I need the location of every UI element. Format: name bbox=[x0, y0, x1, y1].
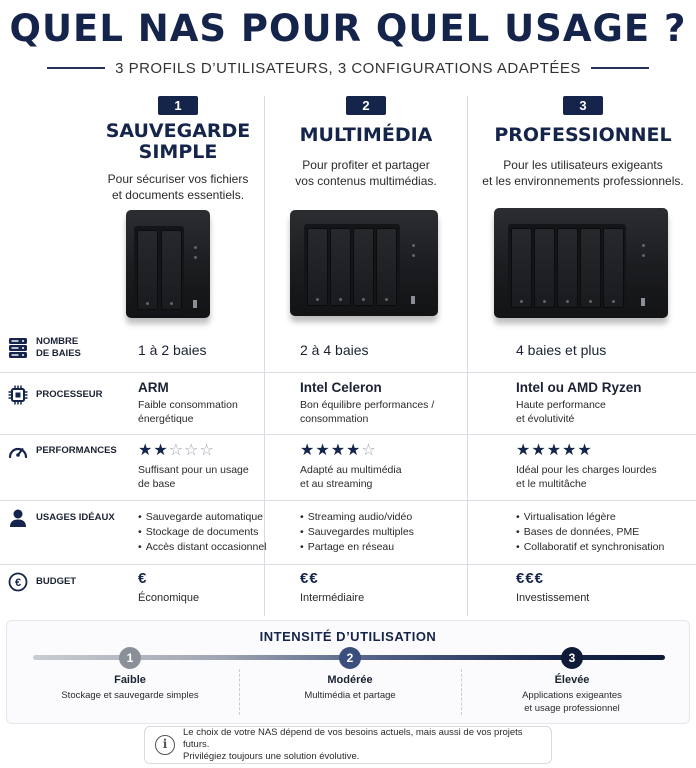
budget-cell-1 bbox=[138, 570, 199, 605]
row-label-text: USAGES IDÉAUX bbox=[36, 512, 115, 523]
intensity-level-desc bbox=[472, 689, 672, 715]
usages-list bbox=[300, 510, 414, 555]
usage-item: • Bases de données, PME bbox=[516, 525, 664, 540]
intensity-level-name: Faible bbox=[114, 674, 146, 686]
subtitle-row bbox=[0, 58, 696, 78]
intensity-level-1 bbox=[30, 674, 230, 702]
row-label-text: PERFORMANCES bbox=[36, 445, 117, 456]
star-empty-icon: ☆ bbox=[361, 442, 377, 459]
row-divider bbox=[0, 434, 696, 435]
row-label-text: PROCESSEUR bbox=[36, 389, 103, 400]
performances-cell-2 bbox=[300, 442, 402, 491]
intensity-level-desc bbox=[250, 689, 450, 702]
profile-description-line: Pour les utilisateurs exigeants bbox=[503, 158, 663, 172]
usage-item: • Virtualisation légère bbox=[516, 510, 664, 525]
intensity-separator bbox=[461, 669, 462, 715]
row-label-line: NOMBRE bbox=[36, 336, 79, 347]
profile-description-line: et les environnements professionnels. bbox=[482, 174, 684, 188]
profile-column-2 bbox=[262, 96, 470, 189]
usage-item: • Sauvegarde automatique bbox=[138, 510, 267, 525]
star-filled-icon: ★★★★★ bbox=[516, 442, 593, 459]
budget-symbols: € bbox=[138, 570, 148, 587]
row-label-text bbox=[36, 336, 81, 360]
processeur-name: Intel ou AMD Ryzen bbox=[516, 380, 642, 395]
budget-symbols: €€€ bbox=[516, 570, 545, 587]
profile-description-line: Pour sécuriser vos fichiers bbox=[107, 172, 249, 186]
processeur-desc-line: Haute performance bbox=[516, 399, 606, 411]
profile-description bbox=[470, 157, 696, 189]
processeur-cell-2 bbox=[300, 380, 434, 426]
row-label-text: BUDGET bbox=[36, 576, 77, 587]
usage-item: • Sauvegardes multiples bbox=[300, 525, 414, 540]
row-label-baies bbox=[8, 336, 81, 360]
usage-item: • Collaboratif et synchronisation bbox=[516, 540, 664, 555]
intensity-level-dot: 1 bbox=[119, 647, 141, 669]
baies-cell-2 bbox=[300, 342, 369, 358]
profile-description-line: et documents essentiels. bbox=[111, 188, 245, 202]
processeur-name: Intel Celeron bbox=[300, 380, 382, 395]
baies-value: 4 baies et plus bbox=[516, 342, 607, 358]
performances-desc-line: et le multitâche bbox=[516, 478, 587, 490]
usage-item: • Streaming audio/vidéo bbox=[300, 510, 414, 525]
usage-item: • Accès distant occasionnel bbox=[138, 540, 267, 555]
profile-title bbox=[262, 125, 470, 146]
profile-title-line: SIMPLE bbox=[138, 141, 218, 163]
intensity-title: INTENSITÉ D’UTILISATION bbox=[259, 629, 437, 644]
star-rating bbox=[516, 442, 657, 460]
usages-cell-3 bbox=[516, 510, 664, 555]
processeur-desc bbox=[138, 398, 238, 426]
profile-description bbox=[262, 157, 470, 189]
performances-desc-line: Idéal pour les charges lourdes bbox=[516, 464, 657, 476]
profile-title-line: SAUVEGARDE bbox=[105, 120, 251, 142]
profile-title bbox=[74, 121, 282, 163]
star-rating bbox=[138, 442, 249, 460]
processeur-desc bbox=[516, 398, 642, 426]
profile-number-badge: 1 bbox=[158, 96, 198, 115]
row-divider bbox=[0, 500, 696, 501]
intensity-level-desc bbox=[30, 689, 230, 702]
star-filled-icon: ★★★★ bbox=[300, 442, 362, 459]
performances-desc bbox=[516, 463, 657, 491]
intensity-level-desc-line: et usage professionnel bbox=[524, 703, 620, 714]
performances-desc bbox=[300, 463, 402, 491]
profile-description-line: Pour profiter et partager bbox=[302, 158, 430, 172]
processeur-cell-1 bbox=[138, 380, 238, 426]
intensity-level-dot: 3 bbox=[561, 647, 583, 669]
row-label-line: DE BAIES bbox=[36, 348, 81, 359]
profile-title bbox=[470, 125, 696, 146]
star-filled-icon: ★★ bbox=[138, 442, 169, 459]
profile-title-line: PROFESSIONNEL bbox=[494, 124, 672, 146]
profile-column-1 bbox=[74, 96, 282, 203]
intensity-level-desc-line: Applications exigeantes bbox=[522, 690, 622, 701]
star-rating bbox=[300, 442, 402, 460]
usages-list bbox=[138, 510, 267, 555]
star-empty-icon: ☆☆☆ bbox=[168, 442, 215, 459]
intensity-panel bbox=[6, 620, 690, 724]
row-divider bbox=[0, 564, 696, 565]
subtitle-line-right bbox=[591, 67, 649, 69]
nas-5-bay-image bbox=[494, 208, 670, 320]
processeur-desc-line: Bon équilibre performances / bbox=[300, 399, 435, 411]
row-label-budget bbox=[8, 572, 76, 592]
processeur-desc-line: consommation bbox=[300, 413, 369, 425]
intensity-level-name: Modérée bbox=[327, 674, 373, 686]
row-label-performances bbox=[8, 443, 117, 459]
row-label-usages bbox=[8, 508, 115, 528]
performances-cell-3 bbox=[516, 442, 657, 491]
info-icon: i bbox=[155, 735, 175, 755]
drive-bays-icon bbox=[8, 337, 28, 359]
performances-cell-1 bbox=[138, 442, 249, 491]
info-note-line: Le choix de votre NAS dépend de vos besoins actuels, mais aussi de vos projets futurs. bbox=[183, 727, 523, 750]
performances-desc-line: et au streaming bbox=[300, 478, 373, 490]
usage-item: • Stockage de documents bbox=[138, 525, 267, 540]
profile-description bbox=[74, 171, 282, 203]
page-subtitle: 3 PROFILS D’UTILISATEURS, 3 CONFIGURATIONS ADAPTÉES bbox=[115, 59, 581, 77]
baies-cell-1 bbox=[138, 342, 207, 358]
intensity-level-desc-line: Multimédia et partage bbox=[304, 690, 396, 701]
processeur-desc-line: et évolutivité bbox=[516, 413, 575, 425]
nas-4-bay-image bbox=[290, 210, 440, 318]
info-note-text bbox=[183, 727, 551, 763]
profile-number-badge: 3 bbox=[563, 96, 603, 115]
user-icon bbox=[8, 508, 28, 528]
speedometer-icon bbox=[8, 443, 28, 459]
performances-desc-line: Adapté au multimédia bbox=[300, 464, 402, 476]
processeur-desc bbox=[300, 398, 434, 426]
intensity-level-dot: 2 bbox=[339, 647, 361, 669]
page-title: QUEL NAS POUR QUEL USAGE ? bbox=[9, 7, 687, 50]
usages-list bbox=[516, 510, 664, 555]
profile-number-badge: 2 bbox=[346, 96, 386, 115]
performances-desc-line: Suffisant pour un usage bbox=[138, 464, 249, 476]
cpu-chip-icon bbox=[8, 385, 28, 405]
row-label-processeur bbox=[8, 385, 103, 405]
profile-description-line: vos contenus multimédias. bbox=[295, 174, 437, 188]
info-note bbox=[144, 726, 552, 764]
performances-desc bbox=[138, 463, 249, 491]
intensity-separator bbox=[239, 669, 240, 715]
budget-text: Intermédiaire bbox=[300, 592, 365, 604]
budget-text: Économique bbox=[138, 592, 200, 604]
processeur-cell-3 bbox=[516, 380, 642, 426]
intensity-level-3 bbox=[472, 674, 672, 715]
subtitle-line-left bbox=[47, 67, 105, 69]
baies-value: 2 à 4 baies bbox=[300, 342, 369, 358]
intensity-level-2 bbox=[250, 674, 450, 702]
usages-cell-2 bbox=[300, 510, 414, 555]
baies-value: 1 à 2 baies bbox=[138, 342, 207, 358]
info-note-line: Privilégiez toujours une solution évolutive. bbox=[183, 751, 360, 762]
intensity-level-name: Élevée bbox=[554, 674, 590, 686]
nas-2-bay-image bbox=[126, 210, 210, 320]
svg-text:€: € bbox=[14, 577, 22, 590]
intensity-level-desc-line: Stockage et sauvegarde simples bbox=[61, 690, 199, 701]
processeur-name: ARM bbox=[138, 380, 169, 395]
processeur-desc-line: Faible consommation bbox=[138, 399, 238, 411]
performances-desc-line: de base bbox=[138, 478, 176, 490]
usages-cell-1 bbox=[138, 510, 267, 555]
row-divider bbox=[0, 372, 696, 373]
budget-text: Investissement bbox=[516, 592, 590, 604]
budget-cell-3 bbox=[516, 570, 589, 605]
baies-cell-3 bbox=[516, 342, 606, 358]
budget-cell-2 bbox=[300, 570, 364, 605]
euro-coin-icon bbox=[8, 572, 28, 592]
processeur-desc-line: énergétique bbox=[138, 413, 194, 425]
profile-title-line: MULTIMÉDIA bbox=[299, 124, 433, 146]
usage-item: • Partage en réseau bbox=[300, 540, 414, 555]
profile-column-3 bbox=[470, 96, 696, 189]
budget-symbols: €€ bbox=[300, 570, 319, 587]
